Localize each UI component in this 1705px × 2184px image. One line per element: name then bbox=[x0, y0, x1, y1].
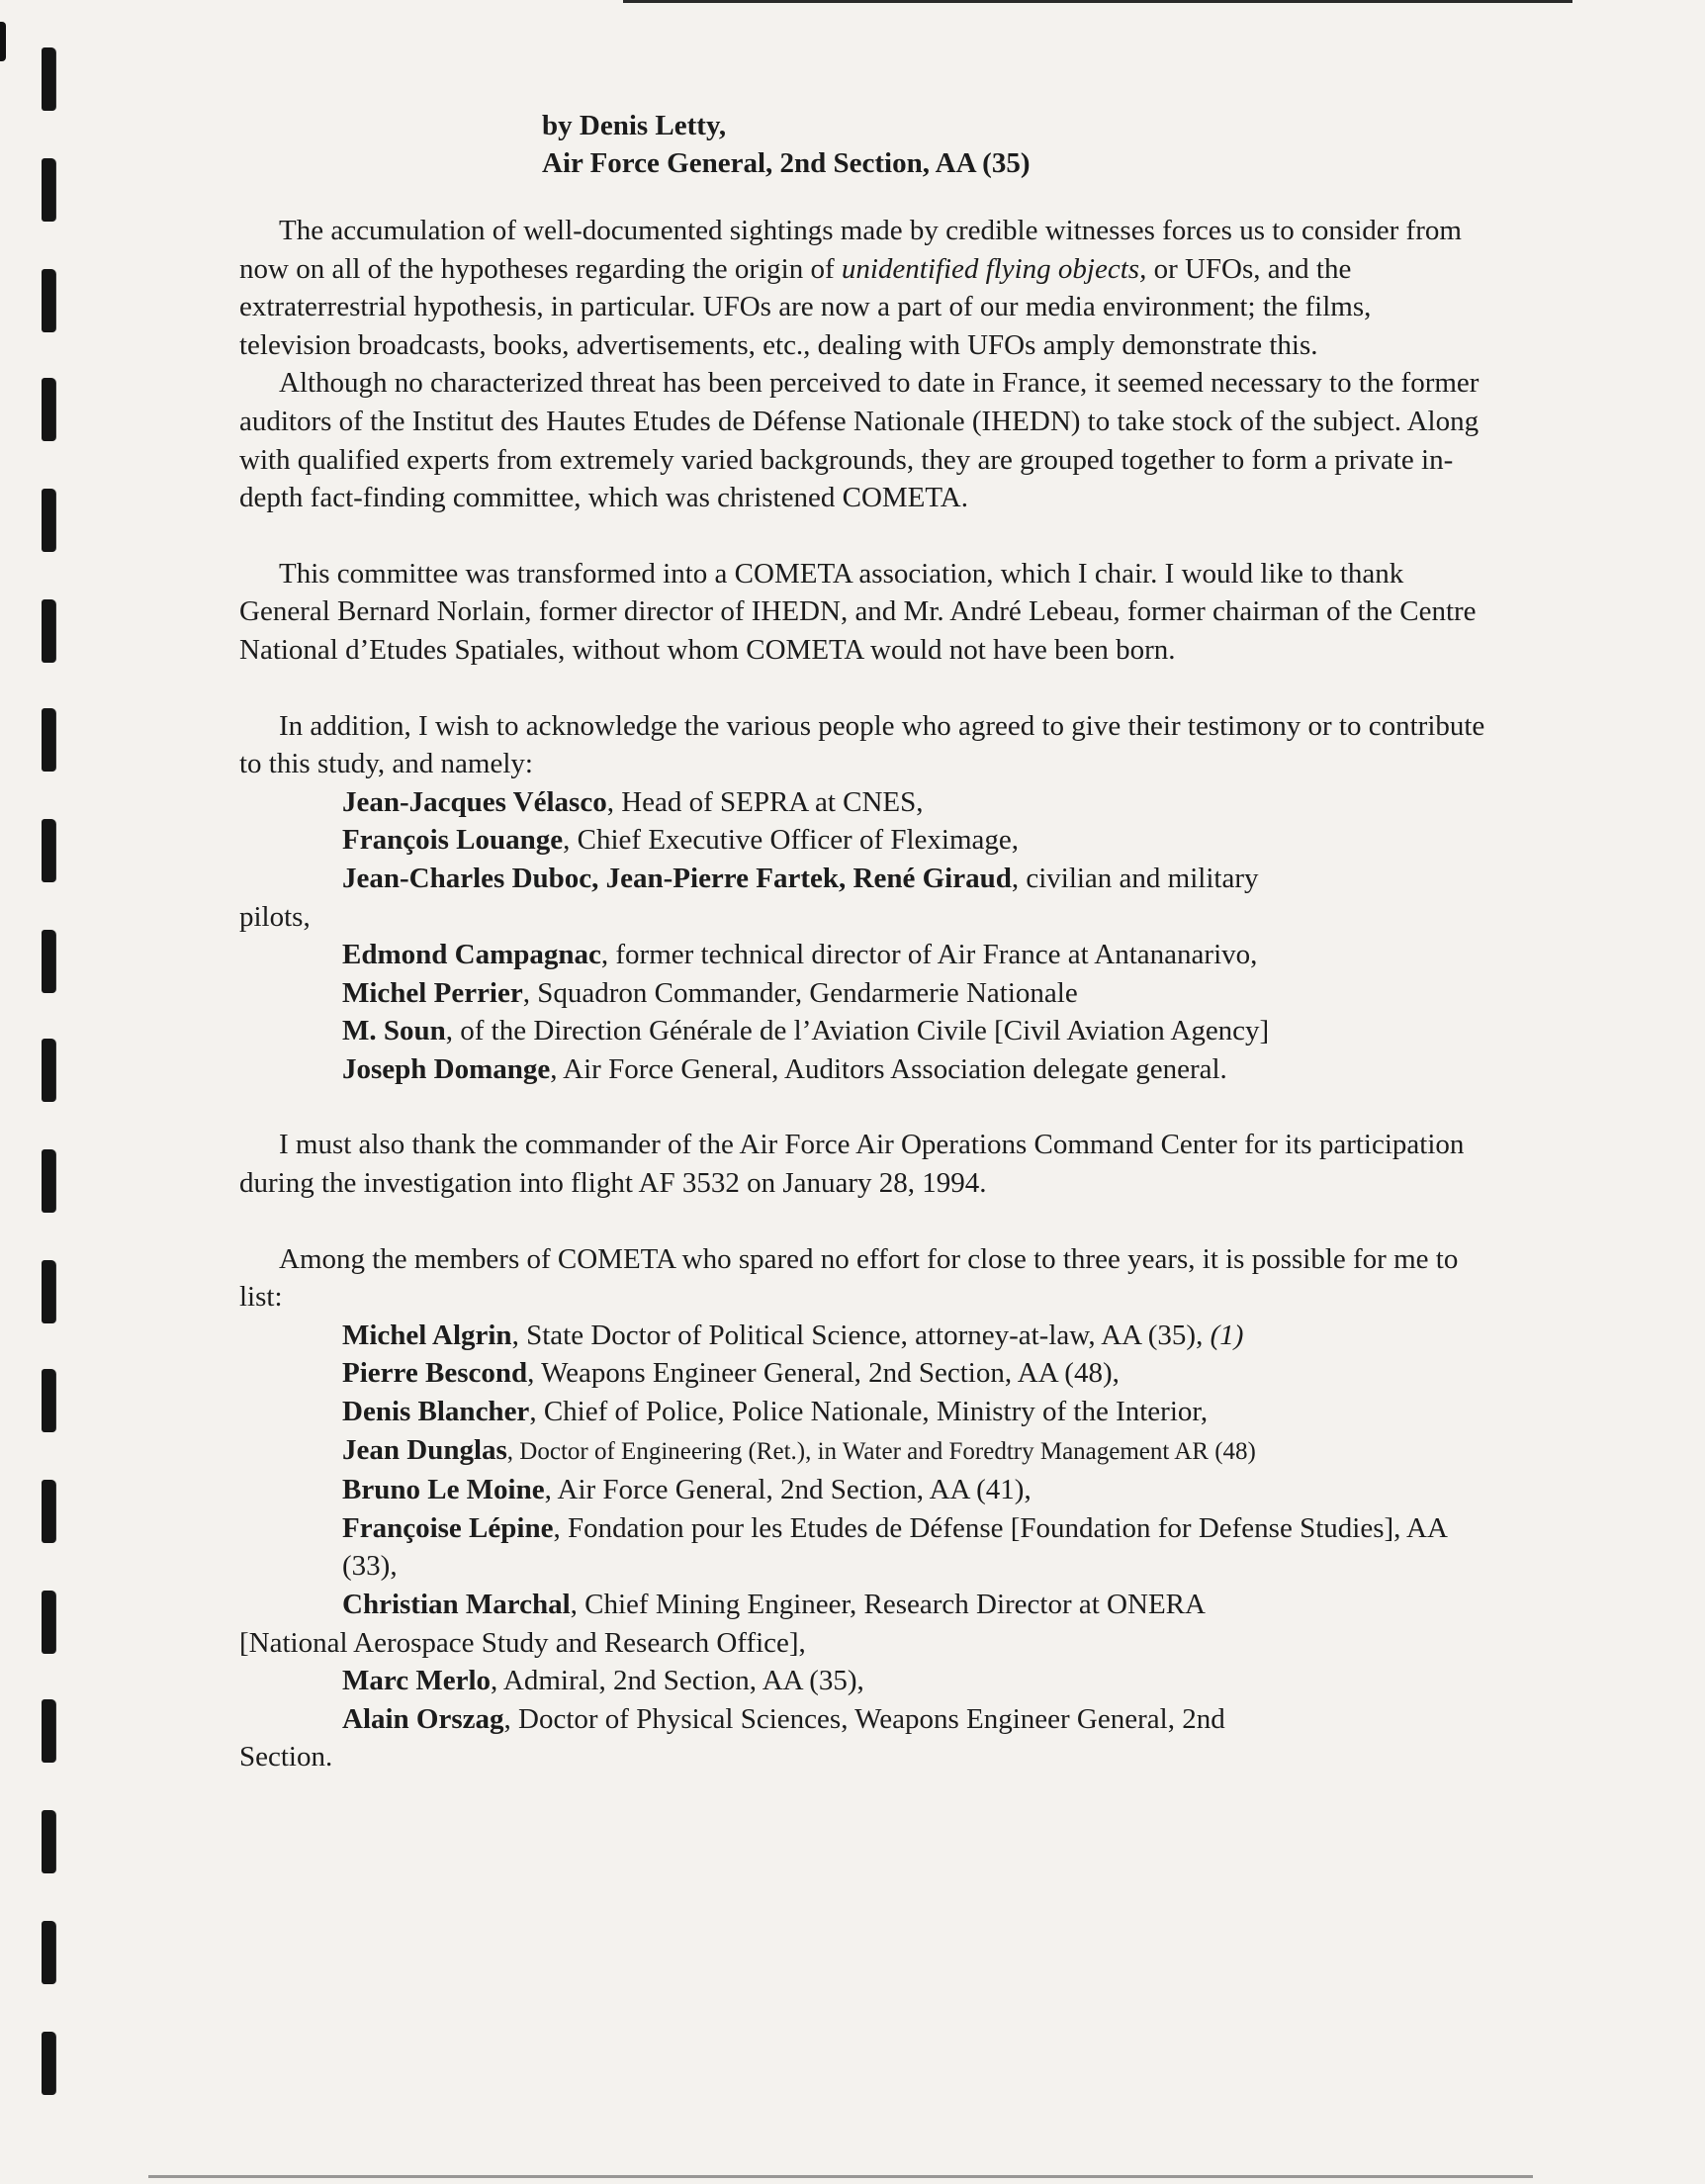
binding-hole bbox=[42, 1149, 55, 1213]
paragraph-intro-b: or UFOs, and the extraterrestrial hypothesis, in particular. UFOs are now a part of our media environment; the films, television broadcasts, books, advertisements, etc., dealing with UFOs amply demonstrate this. bbox=[239, 252, 1372, 361]
member-name: Christian Marchal bbox=[342, 1589, 571, 1620]
list-item-member bbox=[239, 1471, 1485, 1509]
contributor-name: Joseph Domange bbox=[342, 1052, 551, 1085]
member-desc: , Doctor of Engineering (Ret.), in Water and Foredtry Management AR (48) bbox=[506, 1437, 1256, 1465]
list-item-member bbox=[239, 1317, 1485, 1355]
contributor-name: Edmond Campagnac bbox=[342, 939, 601, 971]
contributor-continuation: pilots, bbox=[239, 900, 311, 933]
binding-hole bbox=[42, 47, 55, 111]
paragraph-intro-italic: unidentified flying objects, bbox=[841, 252, 1147, 285]
list-item-member bbox=[239, 1393, 1485, 1431]
member-name: Alain Orszag bbox=[342, 1702, 504, 1735]
binding-hole bbox=[42, 1810, 55, 1873]
spiral-binding bbox=[0, 0, 69, 2184]
binding-hole bbox=[42, 930, 55, 993]
paragraph-members-intro: Among the members of COMETA who spared no effort for close to three years, it is possible for me to list: bbox=[239, 1242, 1459, 1314]
top-rule bbox=[623, 0, 1572, 3]
member-name: Françoise Lépine bbox=[342, 1511, 554, 1544]
contributor-name: M. Soun bbox=[342, 1015, 446, 1047]
bottom-rule bbox=[148, 2175, 1533, 2178]
list-item-member bbox=[239, 1700, 1485, 1739]
paragraph-intro bbox=[239, 212, 1485, 364]
member-desc: , Air Force General, 2nd Section, AA (41), bbox=[544, 1474, 1032, 1506]
paragraph-thanks: I must also thank the commander of the Air Force Air Operations Command Center for its participation during the investigation into flight AF 3532 on January 28, 1994. bbox=[239, 1129, 1465, 1200]
list-item-member bbox=[239, 1431, 1485, 1472]
contributor-desc: , former technical director of Air France at Antananarivo, bbox=[600, 939, 1258, 971]
paragraph-acknowledge: In addition, I wish to acknowledge the various people who agreed to give their testimony or to contribute to this study, and namely: bbox=[239, 709, 1485, 780]
paragraph-ihedn: Although no characterized threat has been perceived to date in France, it seemed necessary to the former auditors of the Institut des Hautes Etudes de Défense Nationale (IHEDN) to take stock of the subject. Along with qualified experts from extremely varied backgrounds, they are grouped together to form a private in-depth fact-finding committee, which was christened COMETA. bbox=[239, 367, 1480, 514]
binding-hole bbox=[42, 819, 55, 882]
list-item-member bbox=[239, 1586, 1485, 1624]
paragraph-association: This committee was transformed into a COMETA association, which I chair. I would like to thank General Bernard Norlain, former director of IHEDN, and Mr. André Lebeau, former chairman of the Centre National d’Etudes Spatiales, without whom COMETA would not have been born. bbox=[239, 557, 1477, 666]
contributor-name: Jean-Jacques Vélasco bbox=[342, 785, 607, 818]
document-body bbox=[239, 212, 1485, 1776]
binding-hole bbox=[42, 1921, 55, 1984]
member-desc: , Admiral, 2nd Section, AA (35), bbox=[491, 1665, 864, 1697]
list-item-member bbox=[239, 1662, 1485, 1700]
member-name: Marc Merlo bbox=[342, 1665, 492, 1697]
binding-hole bbox=[42, 158, 55, 222]
member-desc: , Chief Mining Engineer, Research Director at ONERA bbox=[570, 1589, 1206, 1620]
list-item-member bbox=[239, 1354, 1485, 1393]
list-item-contributor bbox=[239, 821, 1485, 860]
binding-hole bbox=[42, 1480, 55, 1543]
binding-hole bbox=[42, 708, 55, 772]
list-item-contributor bbox=[239, 936, 1485, 974]
contributor-desc: , civilian and military bbox=[1011, 862, 1259, 894]
member-continuation: [National Aerospace Study and Research Office], bbox=[239, 1626, 806, 1659]
binding-hole bbox=[42, 489, 55, 552]
binding-hole bbox=[42, 1260, 55, 1323]
footnote-marker: (1) bbox=[1210, 1319, 1244, 1351]
contributor-desc: , Air Force General, Auditors Association delegate general. bbox=[550, 1052, 1227, 1085]
author-title-line: Air Force General, 2nd Section, AA (35) bbox=[542, 147, 1031, 179]
member-desc: , Fondation pour les Etudes de Défense [Foundation for Defense Studies], AA (33), bbox=[342, 1511, 1447, 1583]
binding-hole bbox=[42, 1699, 55, 1763]
paragraph-intro-a: The accumulation of well-documented sightings made by credible witnesses forces us to consider from now on all of the hypotheses regarding the origin of bbox=[239, 215, 1462, 285]
member-name: Michel Algrin bbox=[342, 1319, 512, 1351]
binding-hole bbox=[42, 2032, 55, 2095]
list-item-contributor bbox=[239, 1012, 1485, 1050]
binding-hole bbox=[42, 269, 55, 332]
binding-hole bbox=[42, 599, 55, 663]
binding-hole bbox=[42, 378, 55, 441]
member-name: Denis Blancher bbox=[342, 1396, 530, 1428]
member-desc: , Doctor of Physical Sciences, Weapons Engineer General, 2nd bbox=[503, 1702, 1225, 1735]
list-item-member bbox=[239, 1509, 1485, 1586]
member-name: Bruno Le Moine bbox=[342, 1474, 545, 1506]
member-continuation: Section. bbox=[239, 1741, 333, 1774]
list-item-contributor bbox=[239, 974, 1485, 1013]
member-desc: , Chief of Police, Police Nationale, Ministry of the Interior, bbox=[529, 1396, 1209, 1428]
contributor-desc: , Chief Executive Officer of Fleximage, bbox=[563, 824, 1020, 857]
list-item-contributor bbox=[239, 1050, 1485, 1089]
list-item-contributor bbox=[239, 783, 1485, 822]
contributor-desc: , Head of SEPRA at CNES, bbox=[606, 785, 924, 818]
member-desc: , State Doctor of Political Science, attorney-at-law, AA (35), bbox=[511, 1319, 1211, 1351]
binding-hole bbox=[42, 1369, 55, 1432]
author-line: by Denis Letty, bbox=[542, 110, 727, 141]
contributor-name: François Louange bbox=[342, 824, 564, 857]
binding-hole bbox=[42, 1039, 55, 1102]
member-name: Jean Dunglas bbox=[342, 1433, 507, 1466]
author-header bbox=[542, 107, 1030, 182]
contributor-name: Jean-Charles Duboc, Jean-Pierre Fartek, René Giraud bbox=[342, 862, 1012, 894]
contributor-desc: , Squadron Commander, Gendarmerie Nationale bbox=[522, 976, 1078, 1009]
contributor-desc: , of the Direction Générale de l’Aviation Civile [Civil Aviation Agency] bbox=[445, 1015, 1270, 1047]
contributor-name: Michel Perrier bbox=[342, 976, 523, 1009]
member-name: Pierre Bescond bbox=[342, 1357, 528, 1390]
binding-hole bbox=[42, 1591, 55, 1654]
list-item-contributor bbox=[239, 860, 1485, 898]
member-desc: , Weapons Engineer General, 2nd Section, AA (48), bbox=[527, 1357, 1120, 1390]
